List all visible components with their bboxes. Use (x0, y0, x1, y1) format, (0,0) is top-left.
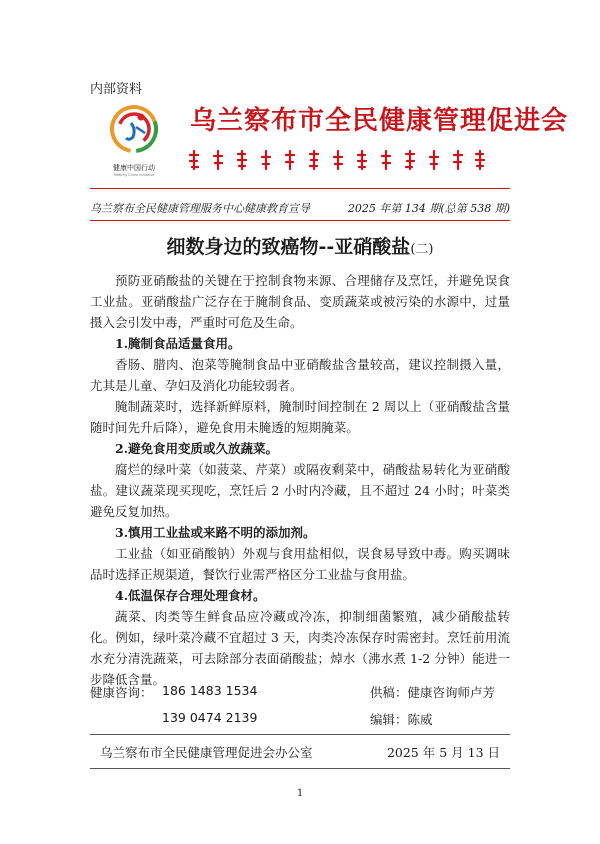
author: 供稿：健康咨询师卢芳 (370, 685, 496, 700)
internal-label: 内部资料 (90, 82, 143, 97)
health-china-logo (105, 103, 163, 175)
issue-date: 2025 年 5 月 13 日 (386, 745, 500, 760)
page-number: 1 (296, 788, 304, 799)
footer-divider-top (90, 734, 510, 735)
logo-caption: 健康中国行动 (113, 164, 155, 172)
office: 乌兰察布市全民健康管理促进会办公室 (100, 745, 313, 760)
section-heading: 1.腌制食品适量食用。 (115, 336, 241, 351)
paragraph: 香肠、腊肉、泡菜等腌制食品中亚硝酸盐含量较高，建议控制摄入量，尤其是儿童、孕妇及消化功能较弱者。 (90, 357, 510, 393)
section-heading: 3.慎用工业盐或来路不明的添加剂。 (115, 525, 316, 540)
footer-divider-bottom (90, 768, 510, 769)
article-body (90, 270, 510, 690)
paragraph: 腌制蔬菜时，选择新鲜原料，腌制时间控制在 2 周以上（亚硝酸盐含量随时间先升后降），避免食用未腌透的短期腌菜。 (90, 399, 510, 435)
logo-emblem-icon (105, 103, 163, 159)
article-title-part: (二) (410, 242, 434, 257)
issue-number: 2025 年第 134 期(总第 538 期) (347, 202, 510, 215)
paragraph: 工业盐（如亚硝酸钠）外观与食用盐相似，误食易导致中毒。购买调味品时选择正规渠道，餐饮行业需严格区分工业盐与食用盐。 (90, 546, 510, 582)
phone-1: 186 1483 1534 (162, 683, 258, 698)
paragraph: 预防亚硝酸盐的关键在于控制食物来源、合理储存及烹饪，并避免误食工业盐。亚硝酸盐广泛存在于腌制食品、变质蔬菜或被污染的水源中，过量摄入会引发中毒，严重时可危及生命。 (90, 273, 510, 330)
org-title: 乌兰察布市全民健康管理促进会 (190, 106, 569, 136)
issue-divider (90, 220, 510, 221)
phone-2: 139 0474 2139 (162, 710, 258, 725)
editor: 编辑：陈威 (370, 712, 433, 727)
article-title-main: 细数身边的致癌物--亚硝酸盐 (166, 236, 411, 258)
issue-line (90, 200, 510, 216)
paragraph: 蔬菜、肉类等生鲜食品应冷藏或冷冻，抑制细菌繁殖，减少硝酸盐转化。例如，绿叶菜冷藏不宜超过 3 天，肉类冷冻保存时需密封。烹饪前用流水充分清洗蔬菜，可去除部分表面硝酸盐；焯水（沸水煮 1-2 分钟）能进一步降低含量。 (90, 609, 510, 687)
section-heading: 4.低温保存合理处理食材。 (115, 588, 266, 603)
footer (90, 743, 510, 761)
consult-label: 健康咨询： (90, 685, 153, 700)
header-divider (90, 188, 510, 189)
logo-caption-en: Healthy China Initiative (113, 173, 155, 177)
section-heading: 2.避免食用变质或久放蔬菜。 (115, 441, 279, 456)
article-title (90, 232, 510, 259)
publisher: 乌兰察布全民健康管理服务中心健康教育宣导 (90, 202, 310, 215)
paragraph: 腐烂的绿叶菜（如菠菜、芹菜）或隔夜剩菜中，硝酸盐易转化为亚硝酸盐。建议蔬菜现买现吃，烹饪后 2 小时内冷藏，且不超过 24 小时；叶菜类避免反复加热。 (90, 462, 510, 519)
mongolian-script-title-icon (188, 145, 488, 175)
